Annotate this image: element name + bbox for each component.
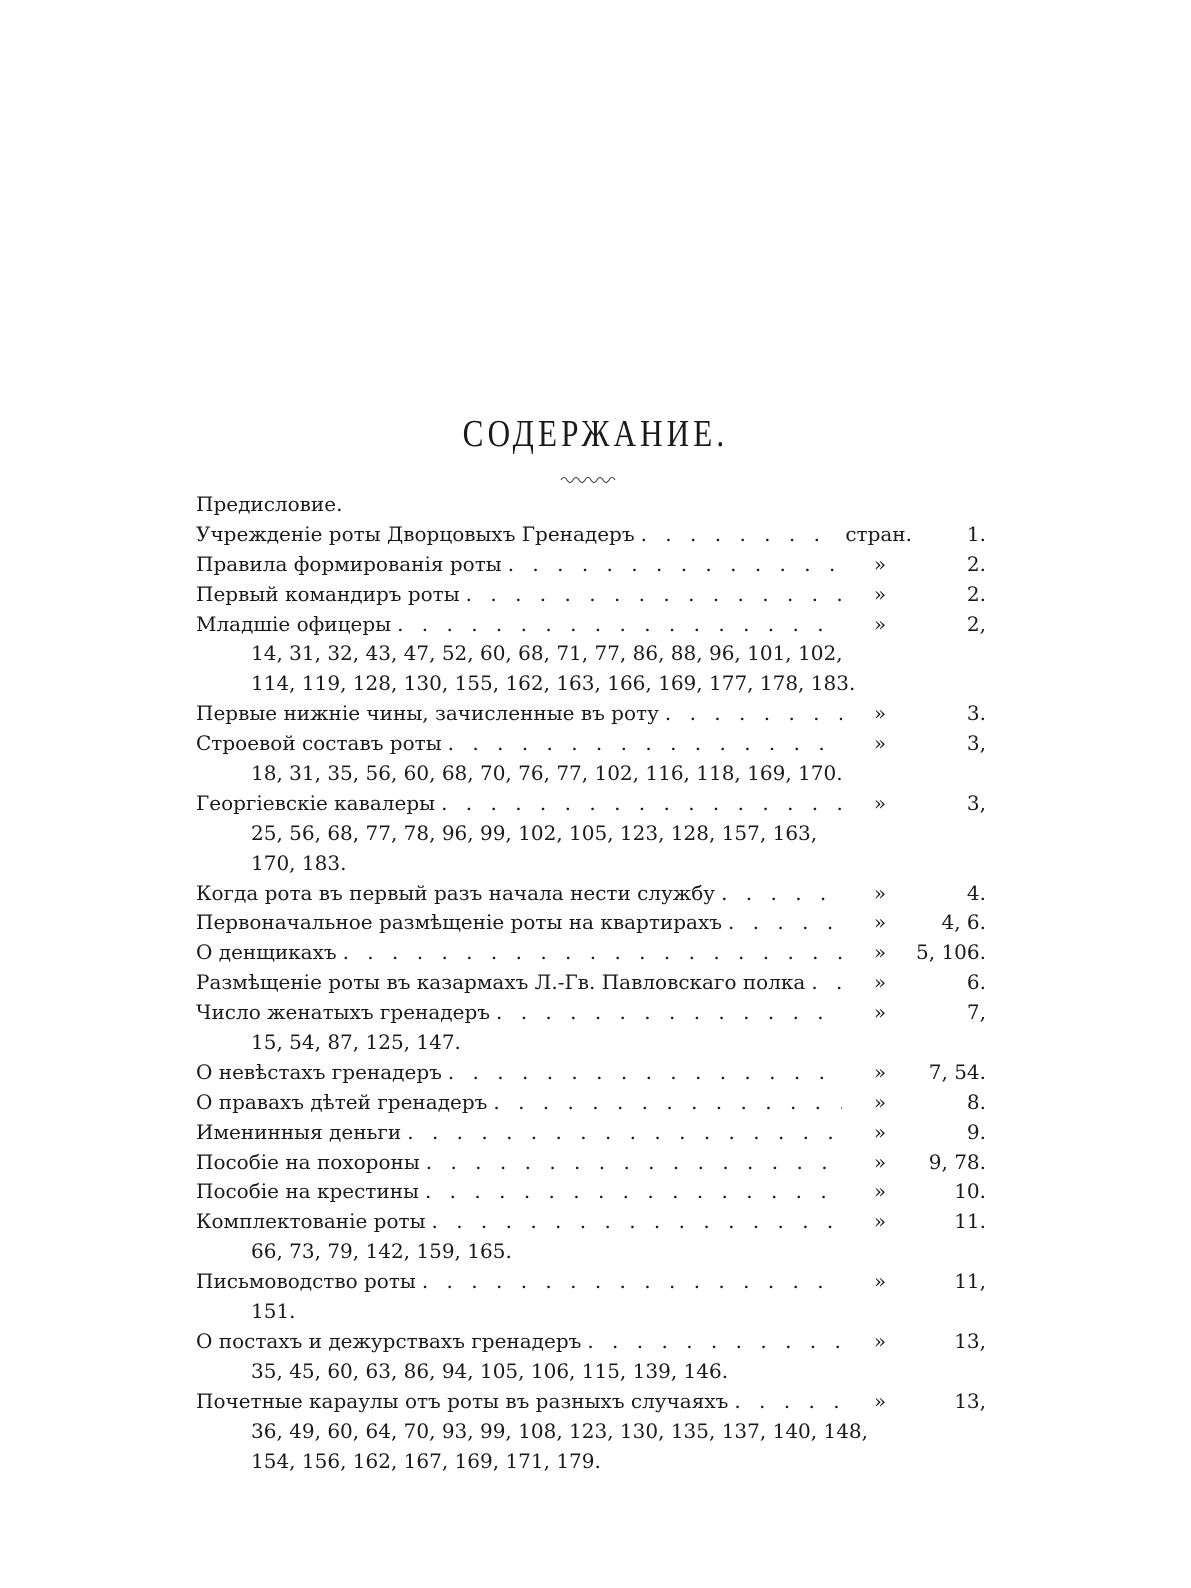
toc-entry <box>196 550 986 580</box>
entry-continuation-pages: 66, 73, 79, 142, 159, 165. <box>251 1239 512 1264</box>
entry-title: Почетные караулы отъ роты въ разныхъ случаяхъ <box>196 1388 729 1413</box>
entry-continuation-pages: 18, 31, 35, 56, 60, 68, 70, 76, 77, 102, 116, 118, 169, 170. <box>251 761 843 786</box>
page-number: 5, 106. <box>916 940 986 965</box>
leader-dots <box>728 908 842 938</box>
ornament-rule <box>560 472 618 486</box>
page-prefix: » <box>873 970 887 995</box>
page-prefix: » <box>873 1059 887 1084</box>
leader-dots <box>734 1387 842 1417</box>
entry-continuation-pages: 170, 183. <box>251 850 347 875</box>
page-prefix: » <box>873 701 887 726</box>
table-of-contents <box>196 490 986 1476</box>
toc-entry <box>196 610 986 640</box>
toc-entry <box>196 1118 986 1148</box>
page-prefix: » <box>873 1388 887 1413</box>
page-prefix: » <box>873 790 887 815</box>
leader-dots <box>665 699 842 729</box>
entry-title: Размѣщеніе роты въ казармахъ Л.-Гв. Павловскаго полка <box>196 970 806 995</box>
leader-dots <box>508 550 842 580</box>
entry-title: Именинныя деньги <box>196 1119 402 1144</box>
entry-continuation-pages: 15, 54, 87, 125, 147. <box>251 1030 461 1055</box>
toc-entry <box>196 1088 986 1118</box>
toc-entry <box>196 1207 986 1237</box>
entry-title: О постахъ и дежурствахъ гренадеръ <box>196 1328 582 1353</box>
page-prefix: » <box>873 1119 887 1144</box>
page-number: 7, <box>966 1000 986 1025</box>
entry-title: Пособіе на похороны <box>196 1149 420 1174</box>
entry-title: Первый командиръ роты <box>196 581 460 606</box>
page-prefix: » <box>873 731 887 756</box>
entry-continuation-pages: 36, 49, 60, 64, 70, 93, 99, 108, 123, 130, 135, 137, 140, 148, <box>251 1418 869 1443</box>
page-number: 10. <box>954 1179 986 1204</box>
entry-title: О правахъ дѣтей гренадеръ <box>196 1089 488 1114</box>
page-number: 11. <box>954 1209 986 1234</box>
leader-dots <box>641 520 840 550</box>
page-number: 4, 6. <box>941 910 986 935</box>
toc-entry <box>196 1177 986 1207</box>
leader-dots <box>426 1148 842 1178</box>
page-number: 2, <box>966 611 986 636</box>
page-number: 4. <box>966 880 986 905</box>
entry-continuation-pages: 14, 31, 32, 43, 47, 52, 60, 68, 71, 77, 86, 88, 96, 101, 102, <box>251 641 843 666</box>
toc-entry <box>196 1148 986 1178</box>
toc-entry <box>196 938 986 968</box>
page-number: 13, <box>954 1328 986 1353</box>
entry-title: Правила формированія роты <box>196 551 502 576</box>
entry-continuation-pages: 154, 156, 162, 167, 169, 171, 179. <box>251 1448 601 1473</box>
page-number: 8. <box>966 1089 986 1114</box>
page-number: 3, <box>966 731 986 756</box>
preface-label: Предисловие. <box>196 492 343 516</box>
toc-entry <box>196 1387 986 1417</box>
entry-continuation-pages: 114, 119, 128, 130, 155, 162, 163, 166, 169, 177, 178, 183. <box>251 671 856 696</box>
entry-title: Первые нижніе чины, зачисленные въ роту <box>196 701 659 726</box>
entry-continuation-pages: 35, 45, 60, 63, 86, 94, 105, 106, 115, 139, 146. <box>251 1358 729 1383</box>
toc-entry <box>196 520 986 550</box>
page-prefix: » <box>873 551 887 576</box>
page-number: 11, <box>954 1269 986 1294</box>
leader-dots <box>407 1118 842 1148</box>
leader-dots <box>496 998 842 1028</box>
page-prefix: » <box>873 611 887 636</box>
page-prefix: » <box>873 1149 887 1174</box>
entry-title: О невѣстахъ гренадеръ <box>196 1059 442 1084</box>
entry-title: Строевой составъ роты <box>196 731 442 756</box>
page-prefix: » <box>873 1179 887 1204</box>
leader-dots <box>466 580 842 610</box>
entry-title: Учрежденіе роты Дворцовыхъ Гренадеръ <box>196 521 635 546</box>
entry-title: Письмоводство роты <box>196 1269 416 1294</box>
page-number: 2. <box>966 551 986 576</box>
leader-dots <box>425 1177 842 1207</box>
page-prefix: » <box>873 880 887 905</box>
entry-title: Георгіевскіе кавалеры <box>196 790 436 815</box>
page-prefix: » <box>873 1269 887 1294</box>
toc-entry <box>196 1267 986 1297</box>
page-number: 1. <box>966 521 986 546</box>
toc-entry <box>196 580 986 610</box>
leader-dots <box>431 1207 842 1237</box>
leader-dots <box>441 789 842 819</box>
page-number: 2. <box>966 581 986 606</box>
page-prefix: » <box>873 1209 887 1234</box>
page-number: 3, <box>966 790 986 815</box>
leader-dots <box>422 1267 842 1297</box>
toc-entry <box>196 879 986 909</box>
page-number: 9, 78. <box>928 1149 986 1174</box>
page-number: 6. <box>966 970 986 995</box>
leader-dots <box>397 610 842 640</box>
toc-entry <box>196 1327 986 1357</box>
entry-title: Первоначальное размѣщеніе роты на квартирахъ <box>196 910 722 935</box>
page-prefix: » <box>873 910 887 935</box>
leader-dots <box>448 729 842 759</box>
leader-dots <box>343 938 842 968</box>
toc-entry <box>196 789 986 819</box>
page-prefix: стран. <box>845 521 912 546</box>
toc-entry <box>196 998 986 1028</box>
page-title: СОДЕРЖАНИЕ. <box>462 413 729 455</box>
page-number: 3. <box>966 701 986 726</box>
leader-dots <box>448 1058 842 1088</box>
leader-dots <box>587 1327 842 1357</box>
leader-dots <box>811 968 842 998</box>
page-number: 7, 54. <box>928 1059 986 1084</box>
toc-entry <box>196 968 986 998</box>
entry-title: Число женатыхъ гренадеръ <box>196 1000 490 1025</box>
page-prefix: » <box>873 1000 887 1025</box>
page-number: 9. <box>966 1119 986 1144</box>
entry-title: Младшіе офицеры <box>196 611 392 636</box>
preface-row <box>196 490 986 520</box>
leader-dots <box>721 879 842 909</box>
page-prefix: » <box>873 940 887 965</box>
page-prefix: » <box>873 1328 887 1353</box>
entry-continuation-pages: 25, 56, 68, 77, 78, 96, 99, 102, 105, 123, 128, 157, 163, <box>251 820 818 845</box>
toc-entry <box>196 1058 986 1088</box>
entry-title: Пособіе на крестины <box>196 1179 419 1204</box>
leader-dots <box>493 1088 842 1118</box>
page-prefix: » <box>873 581 887 606</box>
page-prefix: » <box>873 1089 887 1114</box>
toc-entry <box>196 908 986 938</box>
entry-title: Комплектованіе роты <box>196 1209 426 1234</box>
toc-entry <box>196 729 986 759</box>
entry-title: О денщикахъ <box>196 940 337 965</box>
page-number: 13, <box>954 1388 986 1413</box>
entry-title: Когда рота въ первый разъ начала нести службу <box>196 880 716 905</box>
entry-continuation-pages: 151. <box>251 1299 296 1324</box>
toc-entry <box>196 699 986 729</box>
